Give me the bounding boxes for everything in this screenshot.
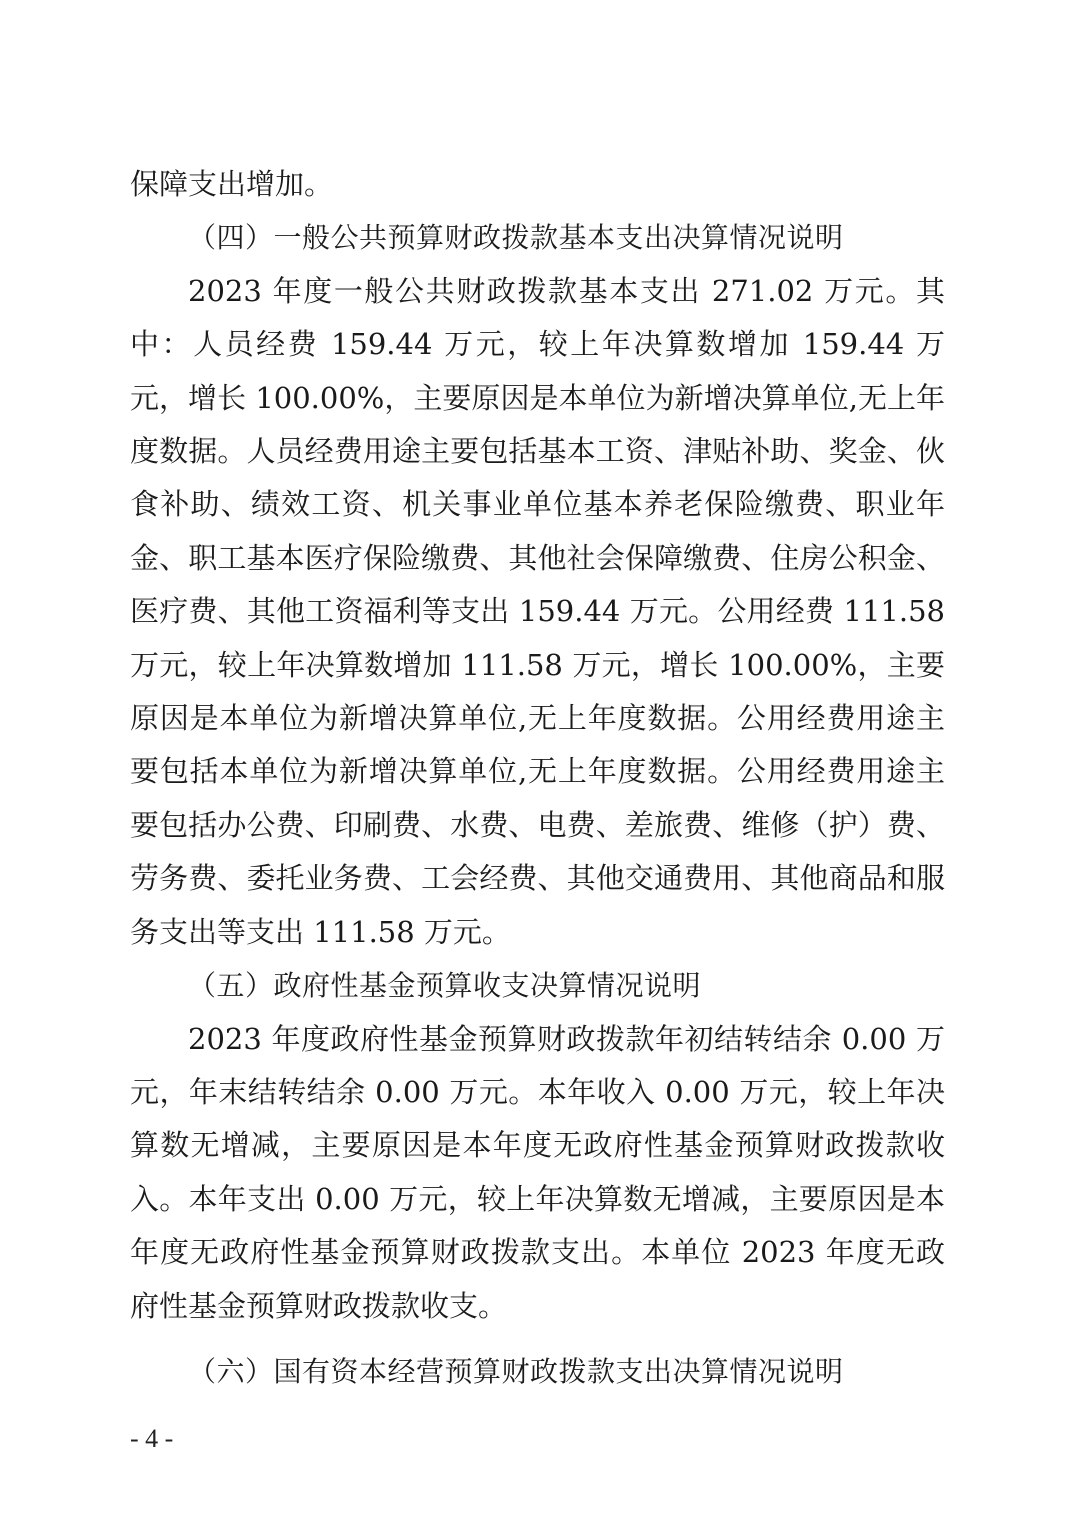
- section-heading-4: （四）一般公共预算财政拨款基本支出决算情况说明: [188, 221, 844, 255]
- page-number: - 4 -: [130, 1424, 174, 1453]
- paragraph-continuation: 保障支出增加。: [130, 167, 334, 201]
- section-heading-6: （六）国有资本经营预算财政拨款支出决算情况说明: [188, 1354, 844, 1388]
- section-heading-5: （五）政府性基金预算收支决算情况说明: [188, 969, 702, 1003]
- paragraph-basic-expenditure: 2023 年度一般公共财政拨款基本支出 271.02 万元。其中：人员经费 159.44 万元，较上年决算数增加 159.44 万元，增长 100.00%，主要原因是本单位为新增决算单位,无上年度数据。人员经费用途主要包括基本工资、津贴补助、奖金、伙食补助、绩效工资、机关事业单位基本养老保险缴费、职业年金、职工基本医疗保险缴费、其他社会保障缴费、住房公积金、医疗费、其他工资福利等支出 159.44 万元。公用经费 111.58 万元，较上年决算数增加 111.58 万元，增长 100.00%，主要原因是本单位为新增决算单位,无上年度数据。公用经费用途主要包括本单位为新增决算单位,无上年度数据。公用经费用途主要包括办公费、印刷费、水费、电费、差旅费、维修（护）费、劳务费、委托业务费、工会经费、其他交通费用、其他商品和服务支出等支出 111.58 万元。: [130, 273, 945, 949]
- document-body: [130, 158, 945, 1398]
- paragraph-government-fund: 2023 年度政府性基金预算财政拨款年初结转结余 0.00 万元，年末结转结余 0.00 万元。本年收入 0.00 万元，较上年决算数无增减，主要原因是本年度无政府性基金预算财政拨款收入。本年支出 0.00 万元，较上年决算数无增减，主要原因是本年度无政府性基金预算财政拨款支出。本单位 2023 年度无政府性基金预算财政拨款收支。: [130, 1021, 945, 1323]
